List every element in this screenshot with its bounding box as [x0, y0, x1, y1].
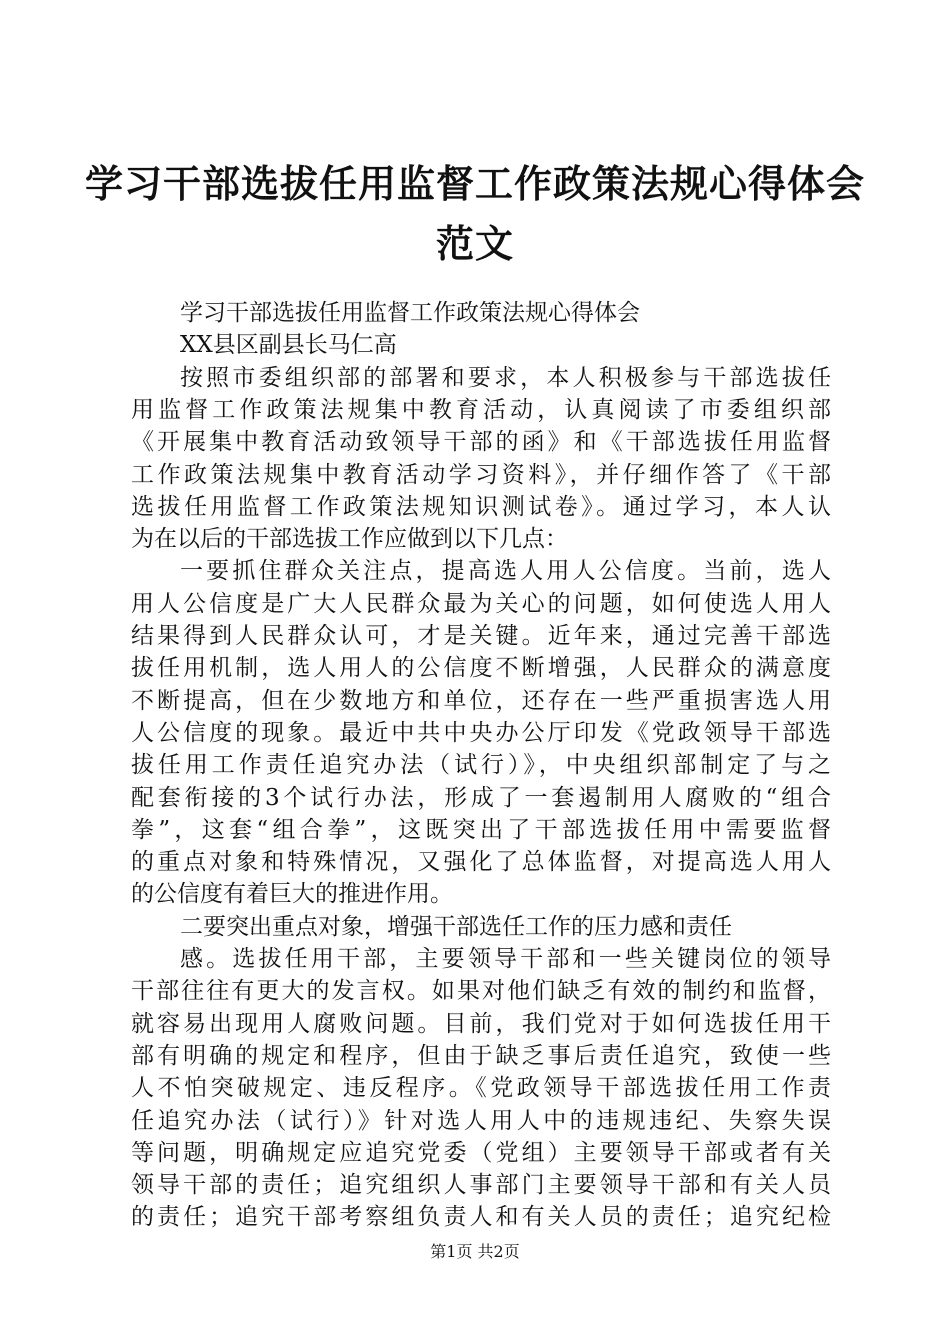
body-text-line: 任追究办法（试行）》针对选人用人中的违规违纪、失察失误	[131, 1107, 831, 1134]
page-footer: 第1页 共2页	[430, 1242, 520, 1261]
document-title-line-2: 范文	[435, 221, 514, 266]
body-text-line: 拳”，这套“组合拳”，这既突出了干部选拔任用中需要监督	[131, 816, 831, 843]
body-text-line: 用监督工作政策法规集中教育活动，认真阅读了市委组织部	[131, 396, 831, 423]
body-text-line: 拔任用工作责任追究办法（试行）》，中央组织部制定了与之	[131, 752, 831, 779]
body-text-line: 人不怕突破规定、违反程序。《党政领导干部选拔任用工作责	[131, 1075, 831, 1102]
body-text-line: 等问题，明确规定应追究党委（党组）主要领导干部或者有关	[131, 1139, 831, 1166]
body-text-line: 配套衔接的3个试行办法，形成了一套遏制用人腐败的“组合	[131, 784, 831, 811]
body-text-line: 按照市委组织部的部署和要求，本人积极参与干部选拔任	[180, 364, 831, 391]
body-text-line: 二要突出重点对象，增强干部选任工作的压力感和责任	[180, 913, 732, 940]
body-text-line: 为在以后的干部选拔工作应做到以下几点：	[131, 526, 568, 553]
body-text-line: 感。选拔任用干部，主要领导干部和一些关键岗位的领导	[180, 946, 831, 972]
body-text-line: 的公信度有着巨大的推进作用。	[131, 881, 453, 908]
body-text-line: 用人公信度是广大人民群众最为关心的问题，如何使选人用人	[131, 590, 831, 617]
body-text-line: 不断提高，但在少数地方和单位，还存在一些严重损害选人用	[131, 687, 831, 714]
body-text-line: 一要抓住群众关注点，提高选人用人公信度。当前，选人	[180, 558, 831, 585]
document-title-line-1: 学习干部选拔任用监督工作政策法规心得体会	[84, 161, 865, 206]
body-text-line: 拔任用机制，选人用人的公信度不断增强，人民群众的满意度	[131, 655, 831, 682]
body-text-line: 就容易出现用人腐败问题。目前，我们党对于如何选拔任用干	[131, 1010, 831, 1037]
body-text-line: 的重点对象和特殊情况，又强化了总体监督，对提高选人用人	[131, 849, 831, 876]
body-text-line: 领导干部的责任；追究组织人事部门主要领导干部和有关人员	[131, 1172, 831, 1199]
body-text-line: XX县区副县长马仁高	[180, 332, 397, 359]
body-text-line: 的责任；追究干部考察组负责人和有关人员的责任；追究纪检	[131, 1204, 831, 1231]
body-text-line: 部有明确的规定和程序，但由于缺乏事后责任追究，致使一些	[131, 1042, 831, 1069]
body-text-line: 《开展集中教育活动致领导干部的函》和《干部选拔任用监督	[131, 429, 831, 456]
body-text-line: 选拔任用监督工作政策法规知识测试卷》。通过学习，本人认	[131, 493, 831, 520]
body-text-line: 工作政策法规集中教育活动学习资料》，并仔细作答了《干部	[131, 461, 831, 488]
body-text-line: 结果得到人民群众认可，才是关键。近年来，通过完善干部选	[131, 623, 831, 649]
body-text-line: 干部往往有更大的发言权。如果对他们缺乏有效的制约和监督，	[131, 978, 831, 1005]
body-text-line: 人公信度的现象。最近中共中央办公厅印发《党政领导干部选	[131, 719, 831, 746]
body-text-line: 学习干部选拔任用监督工作政策法规心得体会	[180, 300, 640, 326]
